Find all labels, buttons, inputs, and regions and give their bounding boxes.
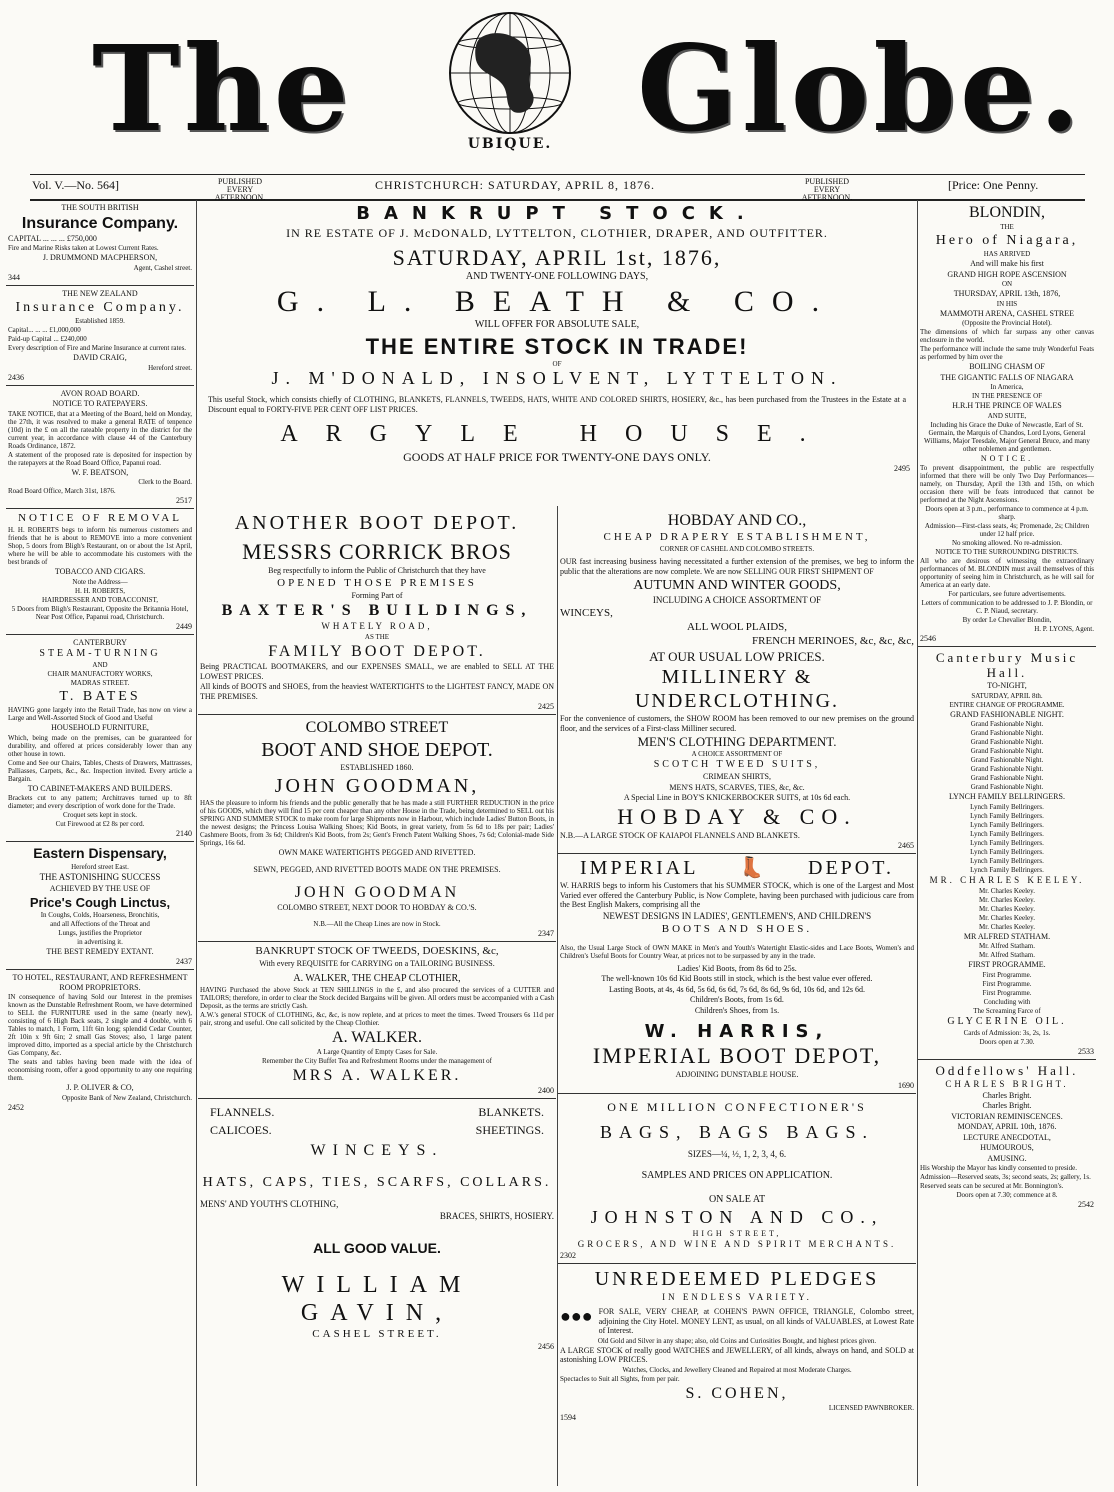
argyle-house: ARGYLE HOUSE. bbox=[280, 421, 834, 447]
volume-number: Vol. V.—No. 564] bbox=[32, 178, 120, 192]
ad-a-walker: BANKRUPT STOCK OF TWEEDS, DOESKINS, &c, With every REQUISITE for CARRYING on a TAILORING BUSINESS. A. WALKER, THE CHEAP CLOTHIER, HAVING Purchased the above Stock at TEN SHILLINGS in the £, and also procured the services of a CUTTER and TAILORS; therefore, in order to clear the Stock decided Bargains will be given. All orders must be accompanied with a Cash Deposit, as the terms are strictly Cash. A.W.'s general STOCK of CLOTHING, &c, &c, is now replete, and at prices to meet the times. Tweed Trousers 6s 11d per pair, strong and useful. One call solicited by the Cheap Clothier. A. WALKER. A Large Quantity of Empty Cases for Sale. Remember the City Buffet Tea and Refreshment Rooms under the management of MRS A. WALKER. 2400 bbox=[198, 942, 556, 1099]
column-rule bbox=[196, 200, 197, 1486]
ad-hobday-and-co: HOBDAY AND CO., CHEAP DRAPERY ESTABLISHMENT, CORNER OF CASHEL AND COLOMBO STREETS. OUR fast increasing business having necessitated a further extension of the premises, we beg to inform the public that the alterations are now complete. We are now SELLING OUR FIRST SHIPMENT OF AUTUMN AND WINTER GOODS, INCLUDING A CHOICE ASSORTMENT OF WINCEYS, ALL WOOL PLAIDS, FRENCH MERINOES, &c, &c, &c, AT OUR USUAL LOW PRICES. MILLINERY & UNDERCLOTHING. For the convenience of customers, the SHOW ROOM has been removed to our new premises on the ground floor, and the services of a First-class Milliner secured. MEN'S CLOTHING DEPARTMENT. A CHOICE ASSORTMENT OF SCOTCH TWEED SUITS, CRIMEAN SHIRTS, MEN'S HATS, SCARVES, TIES, &c, &c. A Special Line in BOY'S KNICKERBOCKER SUITS, at 10s 6d each. HOBDAY & CO. N.B.—A LARGE STOCK OF KAIAPOI FLANNELS AND BLANKETS. 2465 bbox=[558, 508, 916, 854]
ad-new-zealand-insurance: THE NEW ZEALAND Insurance Company. Established 1859. Capital... ... ... £1,000,000 Paid-up Capital ... £240,000 Every description of Fire and Marine Insurance at current rates. DAVID CRAIG, Hereford street. 2436 bbox=[6, 286, 194, 386]
ad-johnston-and-co: ONE MILLION CONFECTIONER'S BAGS, BAGS BAGS. SIZES—¼, ½, 1, 2, 3, 4, 6. SAMPLES AND PRICES ON APPLICATION. ON SALE AT JOHNSTON AND CO., HIGH STREET, GROCERS, AND WINE AND SPIRIT MERCHANTS. 2302 bbox=[558, 1094, 916, 1265]
ad-eastern-dispensary: Eastern Dispensary, Hereford street East. THE ASTONISHING SUCCESS ACHIEVED BY THE USE OF Price's Cough Linctus, In Coughs, Colds, Hoarseness, Bronchitis, and all Affections of the Throat and Lungs, justifies the Proprietor in advertising it. THE BEST REMEDY EXTANT. 2437 bbox=[6, 842, 194, 970]
bankrupt-title: BANKRUPT STOCK. bbox=[356, 203, 758, 224]
dateline bbox=[30, 174, 1085, 201]
ad-south-british-insurance: THE SOUTH BRITISH Insurance Company. CAPITAL ... ... ... £750,000 Fire and Marine Risks taken at Lowest Current Rates. J. DRUMMOND MACPHERSON, Agent, Cashel street. 344 bbox=[6, 200, 194, 286]
beath-firm: G. L. BEATH & CO. bbox=[276, 285, 838, 318]
ad-notice-of-removal: NOTICE OF REMOVAL H. H. ROBERTS begs to inform his numerous customers and friends that he is about to REMOVE into a more convenient Shop, 5 doors from Bligh's Restaurant, on or about the 1st April, where he will be able to accommodate his customers with the best brands of TOBACCO AND CIGARS. Note the Address— H. H. ROBERTS, HAIRDRESSER AND TOBACCONIST, 5 Doors from Bligh's Restaurant, Opposite the Britannia Hotel, Near Post Office, Papanui road, Christchurch. 2449 bbox=[6, 509, 194, 635]
boot-emblem-icon: 👢 bbox=[739, 857, 768, 879]
ad-corrick-bros: ANOTHER BOOT DEPOT. MESSRS CORRICK BROS Beg respectfully to inform the Public of Christchurch that they have OPENED THOSE PREMISES Forming Part of BAXTER'S BUILDINGS, WHATELY ROAD, AS THE FAMILY BOOT DEPOT. Being PRACTICAL BOOTMAKERS, and our EXPENSES SMALL, we are enabled to SELL AT THE LOWEST PRICES. All kinds of BOOTS and SHOES, from the heaviest WATERTIGHTS to the LIGHTEST FANCY, MADE ON THE PREMISES. 2425 bbox=[198, 508, 556, 715]
center-column-right bbox=[558, 508, 916, 1425]
ad-refreshment-furniture: TO HOTEL, RESTAURANT, AND REFRESHMENT ROOM PROPRIETORS. IN consequence of having Sold our Interest in the premises known as the Dunstable Refreshment Room, we have determined to SELL the FURNITURE used in the same (nearly new), consisting of 6 High Back seats, 2 single and 4 double, with 6 Tables to match, 1 Form, 11ft 6in long; splendid Cedar Counter, 2ft 10in x 9ft 6in; 2 small Gas Stoves; also, 1 large patent improved ditto, imported as a special article by the Christchurch Gas Company, &c. The seats and tables having been made with the idea of economising room, offer a good opportunity to any one requiring them. J. P. OLIVER & CO, Opposite Bank of New Zealand, Christchurch. 2452 bbox=[8, 973, 192, 1112]
ad-s-cohen: UNREDEEMED PLEDGES IN ENDLESS VARIETY. ●●● FOR SALE, VERY CHEAP, at COHEN'S PAWN OFFICE, TRIANGLE, Colombo street, adjoining the City Hotel. MONEY LENT, as usual, on all kinds of VALUABLES, at Lowest Rate of Interest. Old Gold and Silver in any shape; also, old Coins and Curiosities Bought, and highest prices given. A LARGE STOCK of really good WATCHES and JEWELLERY, of all kinds, always on hand, and SOLD at astonishing LOW PRICES. Watches, Clocks, and Jewellery Cleaned and Repaired at most Moderate Charges. Spectacles to Suit all Sights, from per pair. S. COHEN, LICENSED PAWNBROKER. 1594 bbox=[560, 1268, 914, 1422]
masthead-motto: UBIQUE. bbox=[467, 136, 553, 152]
masthead-globe: Globe. bbox=[637, 19, 1084, 158]
ad-john-goodman: COLOMBO STREET BOOT AND SHOE DEPOT. ESTABLISHED 1860. JOHN GOODMAN, HAS the pleasure to inform his friends and the public generally that he has made a still FURTHER REDUCTION in the price of his GOODS, which they will find 15 per cent cheaper than any other House in the Trade, being determined to SELL out his SPRING AND SUMMER STOCK to make room for large Shipments now in Harbour, which include Ladies' Button Boots, in the newest designs; the Princess Louisa Walking Shoes; Kid Boots, in great variety, from 5s 6d to 18s per pair; Ladies' Cashmere Boots, from 3s 6d; Children's Kid Boots, from 2s; Gent's French Patent Walking Shoes, 7s 6d; Colonial-made Side Springs, 16s 6d. OWN MAKE WATERTIGHTS PEGGED AND RIVETTED. SEWN, PEGGED, AND RIVETTED BOOTS MADE ON THE PREMISES. JOHN GOODMAN COLOMBO STREET, NEXT DOOR TO HOBDAY & CO.'S. N.B.—All the Cheap Lines are now in Stock. 2347 bbox=[198, 715, 556, 942]
globe-icon bbox=[440, 8, 580, 138]
ad-avon-road-board: AVON ROAD BOARD. NOTICE TO RATEPAYERS. TAKE NOTICE, that at a Meeting of the Board, held on Monday, the 27th, it was resolved to make a general RATE of tenpence (10d) in the £ on all the rateable property in the district for the current year, in accordance with clause 44 of the Canterbury Roads Ordinance, 1872. A statement of the proposed rate is deposited for inspection by the ratepayers at the Road Board Office, Papanui road. W. F. BEATSON, Clerk to the Board. Road Board Office, March 31st, 1876. 2517 bbox=[6, 386, 194, 510]
ad-blondin: BLONDIN, THE Hero of Niagara, HAS ARRIVED And will make his first GRAND HIGH ROPE ASCENSION ON THURSDAY, APRIL 13th, 1876, IN HIS MAMMOTH ARENA, CASHEL STREE (Opposite the Provincial Hotel). The dimensions of which far surpass any other canvas enclosure in the world. The performance will include the same truly Wonderful Feats as performed by him over the BOILING CHASM OF THE GIGANTIC FALLS OF NIAGARA In America, IN THE PRESENCE OF H.R.H THE PRINCE OF WALES AND SUITE, Including his Grace the Duke of Newcastle, Earl of St. Germain, the Marquis of Chandos, Lord Lyons, General Williams, Major Teesdale, Major General Bruce, and many other noblemen and gentlemen. NOTICE. To prevent disappointment, the public are respectfully informed that there will be only Two Day Performances—namely, on Thursday, April the 13th and 15th, on which occasion there will be feats introduced that cannot be performed at the Night Ascensions. Doors open at 3 p.m., performance to commence at 4 p.m. sharp. Admission—First-class seats, 4s; Promenade, 2s; Children under 12 half price. No smoking allowed. No re-admission. NOTICE TO THE SURROUNDING DISTRICTS. All who are desirous of witnessing the extraordinary performances of M. BLONDIN must avail themselves of this opportunity of seeing him in Christchurch, as he will sail for America at an early date. For particulars, see future advertisements. Letters of communication to be addressed to J. P. Blondin, or C. P. Niaud, secretary. By order Le Chevalier Blondin, H. P. LYONS, Agent. 2546 bbox=[918, 200, 1096, 647]
masthead-the: The bbox=[92, 19, 353, 158]
price: [Price: One Penny. bbox=[948, 178, 1039, 192]
ad-oddfellows-hall: Oddfellows' Hall. CHARLES BRIGHT. Charles Bright. Charles Bright. VICTORIAN REMINISCENCES. MONDAY, APRIL 10th, 1876. LECTURE ANECDOTAL, HUMOUROUS, AMUSING. His Worship the Mayor has kindly consented to preside. Admission—Reserved seats, 3s; second seats, 2s; gallery, 1s. Reserved seats can be secured at Mr. Bonnington's. Doors open at 7.30; commence at 8. 2542 bbox=[920, 1062, 1094, 1209]
ad-w-harris: IMPERIAL 👢 DEPOT. W. HARRIS begs to inform his Customers that his SUMMER STOCK, which is one of the Largest and Most Varied ever offered the Canterbury Public, is Now Complete, having been purchased with judicious care from the Best English Makers, comprising all the NEWEST DESIGNS IN LADIES', GENTLEMEN'S, AND CHILDREN'S BOOTS AND SHOES. Also, the Usual Large Stock of OWN MAKE in Men's and Youth's Watertight Elastic-sides and Lace Boots, Women's and Children's Useful Boots for Country Wear, at prices not to be surpassed by any in the trade. Ladies' Kid Boots, from 8s 6d to 25s. The well-known 10s 6d Kid Boots still in stock, which is the best value ever offered. Lasting Boots, at 4s, 4s 6d, 5s 6d, 6s 6d, 7s 6d, 8s 6d, 9s 6d, 10s 6d, and 12s 6d. Children's Boots, from 1s 6d. Children's Shoes, from 1s. W. HARRIS, IMPERIAL BOOT DEPOT, ADJOINING DUNSTABLE HOUSE. 1690 bbox=[558, 854, 916, 1094]
ad-canterbury-music-hall: Canterbury Music Hall. TO-NIGHT, SATURDAY, APRIL 8th. ENTIRE CHANGE OF PROGRAMME. GRAND FASHIONABLE NIGHT. Grand Fashionable Night. Grand Fashionable Night. Grand Fashionable Night. Grand Fashionable Night. Grand Fashionable Night. Grand Fashionable Night. Grand Fashionable Night. Grand Fashionable Night. LYNCH FAMILY BELLRINGERS. Lynch Family Bellringers. Lynch Family Bellringers. Lynch Family Bellringers. Lynch Family Bellringers. Lynch Family Bellringers. Lynch Family Bellringers. Lynch Family Bellringers. Lynch Family Bellringers. MR. CHARLES KEELEY. Mr. Charles Keeley. Mr. Charles Keeley. Mr. Charles Keeley. Mr. Charles Keeley. Mr. Charles Keeley. MR ALFRED STATHAM. Mr. Alfred Statham. Mr. Alfred Statham. FIRST PROGRAMME. First Programme. First Programme. First Programme. Concluding with The Screaming Farce of GLYCERINE OIL. Cards of Admission: 3s, 2s, 1s. Doors open at 7.30. 2533 bbox=[918, 647, 1096, 1060]
center-column-left bbox=[198, 508, 556, 1354]
ad-steam-turning: CANTERBURY STEAM-TURNING AND CHAIR MANUFACTORY WORKS, MADRAS STREET. T. BATES HAVING gone largely into the Retail Trade, has now on view a Large and Well-Assorted Stock of Good and Useful HOUSEHOLD FURNITURE, Which, being made on the premises, can be guaranteed for durability, and offered at prices considerably lower than any other house in town. Come and See our Chairs, Tables, Chests of Drawers, Mattrasses, Palliasses, Carpets, &c., &c. Inspection invited. Every article a Bargain. TO CABINET-MAKERS AND BUILDERS. Brackets cut to any pattern; Architraves turned up to 8ft diameter; and every description of work done for the Trade. Croquet sets kept in stock. Cut Firewood at £2 8s per cord. 2140 bbox=[6, 635, 194, 843]
publication-note-left: PUBLISHED EVERY AFTERNOON. bbox=[214, 177, 266, 202]
ad-bankrupt-stock: BANKRUPT STOCK. IN RE ESTATE OF J. McDONALD, LYTTELTON, CLOTHIER, DRAPER, AND OUTFITTER. SATURDAY, APRIL 1st, 1876, AND TWENTY-ONE FOLLOWING DAYS, G. L. BEATH & CO. WILL OFFER FOR ABSOLUTE SALE, THE ENTIRE STOCK IN TRADE! OF J. M'DONALD, INSOLVENT, LYTTELTON. This useful Stock, which consists chiefly of CLOTHING, BLANKETS, FLANNELS, TWEEDS, HATS, WHITE AND COLORED SHIRTS, HOSIERY, &c., has been purchased from the Trustees in the Estate at a Discount equal to FORTY-FIVE PER CENT OFF LIST PRICES. ARGYLE HOUSE. GOODS AT HALF PRICE FOR TWENTY-ONE DAYS ONLY. 2495 bbox=[198, 200, 916, 506]
publication-note-right: PUBLISHED EVERY AFTERNOON. bbox=[801, 177, 853, 202]
globe-emblem bbox=[440, 8, 580, 168]
ad-william-gavin: FLANNELS. BLANKETS. CALICOES. SHEETINGS. WINCEYS. HATS, CAPS, TIES, SCARFS, COLLARS. MENS' AND YOUTH'S CLOTHING, BRACES, SHIRTS, HOSIERY. ALL GOOD VALUE. WILLIAM GAVIN, CASHEL STREET. 2456 bbox=[200, 1104, 554, 1351]
pawnbroker-balls-icon: ●●● bbox=[560, 1306, 593, 1326]
left-column bbox=[6, 200, 194, 1115]
right-column bbox=[918, 200, 1096, 1212]
place-and-date: CHRISTCHURCH: SATURDAY, APRIL 8, 1876. bbox=[375, 178, 655, 192]
masthead bbox=[0, 0, 1114, 172]
